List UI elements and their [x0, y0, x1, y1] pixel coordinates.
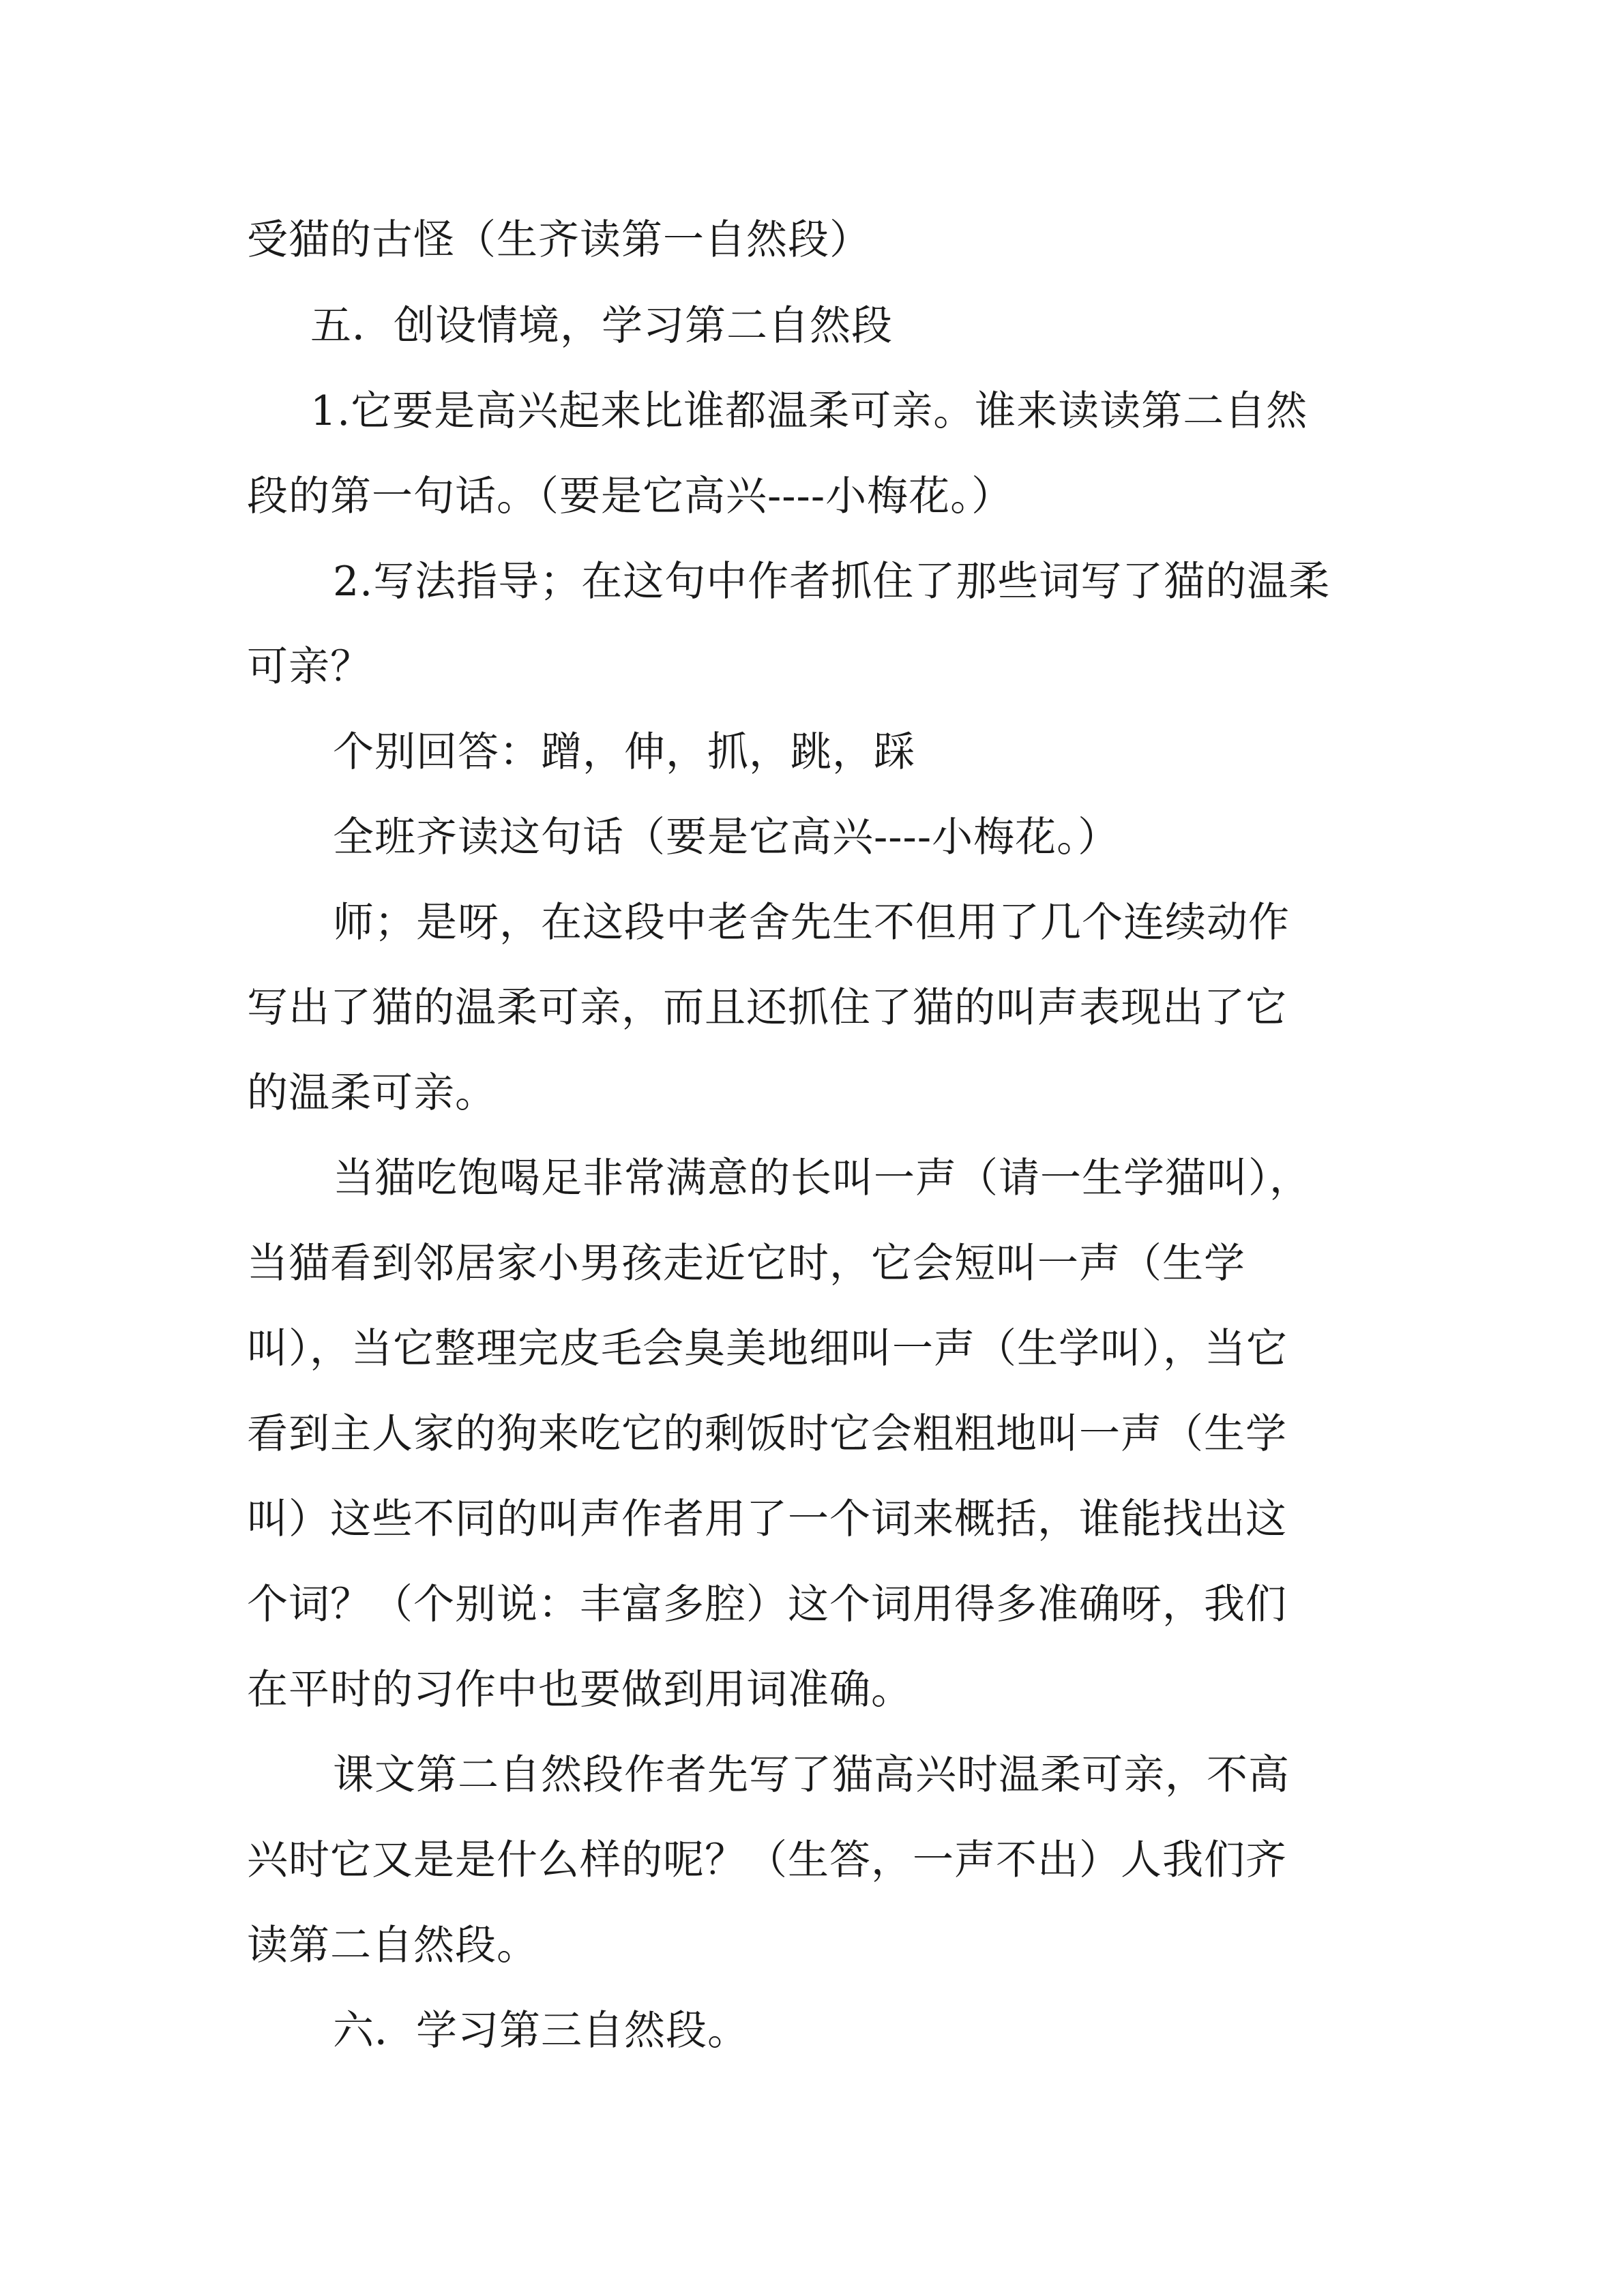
- text-line-12: 当猫吃饱喝足非常满意的长叫一声（请一生学猫叫），: [333, 1154, 1311, 1202]
- section-heading-6: 六．学习第三自然段。: [333, 2007, 749, 2055]
- text-line-15: 看到主人家的狗来吃它的剩饭时它会粗粗地叫一声（生学: [247, 1410, 1287, 1458]
- section-heading-5: 五．创设情境，学习第二自然段: [310, 302, 893, 350]
- text-line-3: 1.它要是高兴起来比谁都温柔可亲。谁来读读第二自然: [310, 387, 1308, 435]
- text-line-20: 兴时它又是是什么样的呢？（生答，一声不出）人我们齐: [247, 1836, 1287, 1884]
- text-line-7: 个别回答：蹭，伸，抓，跳，踩: [333, 728, 915, 776]
- text-line-21: 读第二自然段。: [247, 1922, 538, 1969]
- text-line-8: 全班齐读这句话（要是它高兴----小梅花。）: [333, 814, 1120, 861]
- text-line-13: 当猫看到邻居家小男孩走近它时，它会短叫一声（生学: [247, 1240, 1245, 1287]
- text-line-18: 在平时的习作中也要做到用词准确。: [247, 1666, 913, 1714]
- text-line-6: 可亲？: [247, 643, 372, 691]
- text-line-9: 师；是呀，在这段中老舍先生不但用了几个连续动作: [333, 899, 1290, 946]
- text-line-14: 叫），当它整理完皮毛会臭美地细叫一声（生学叫），当它: [247, 1325, 1288, 1373]
- text-line-10: 写出了猫的温柔可亲，而且还抓住了猫的叫声表现出了它: [247, 984, 1287, 1032]
- text-line-17: 个词？（个别说：丰富多腔）这个词用得多准确呀，我们: [247, 1581, 1287, 1628]
- text-line-1: 受猫的古怪（生齐读第一自然段）: [247, 216, 871, 264]
- text-line-19: 课文第二自然段作者先写了猫高兴时温柔可亲，不高: [333, 1751, 1290, 1799]
- text-line-11: 的温柔可亲。: [247, 1069, 497, 1117]
- text-line-16: 叫）这些不同的叫声作者用了一个词来概括，谁能找出这: [247, 1495, 1287, 1543]
- text-line-5: 2.写法指导；在这句中作者抓住了那些词写了猫的温柔: [333, 558, 1331, 606]
- text-line-4: 段的第一句话。（要是它高兴----小梅花。）: [247, 473, 1014, 520]
